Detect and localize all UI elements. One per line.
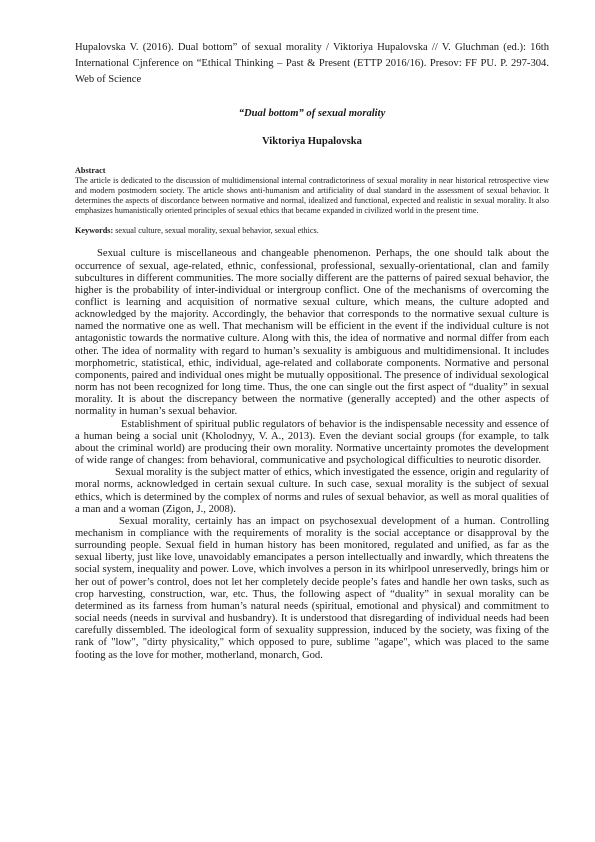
abstract-heading: Abstract — [75, 166, 106, 175]
keywords-text: sexual culture, sexual morality, sexual behavior, sexual ethics. — [113, 226, 319, 236]
paragraph: Sexual culture is miscellaneous and changeable phenomenon. Perhaps, the one should talk about the occurrence of sexual, age-related, ethnic, confessional, professional, sexually-orientational, clan and family subcultures in different communities. The more socially different are the patterns of paired sexual behavior, the higher is the probability of inter-individual or intergroup conflict. One of the mechanisms of overcoming the conflict is learning and acquisition of normative sexual culture, which means, the culture adopted and acknowledged by the majority. Accordingly, the behavior that corresponds to the normative sexual culture is named the normative one as well. That mechanism will be efficient in the event if the individual culture is not antagonistic towards the normative culture. Along with this, the idea of normative and normal differ from each other. The idea of normality with regard to human’s sexuality is ambiguous and multidimensional. It includes morphometric, statistical, ethic, individual, age-related and collaborate components. Normative and personal components, paired and individual ones might be mutually oppositional. The presence of individual sexological norm has not been recognized for long time. Thus, the one can single out the first aspect of “duality” in sexual morality. It is about the discrepancy between the normative (generally accepted) and the other aspects of normality in human’s sexual behavior. — [75, 248, 549, 418]
keywords-label: Keywords: — [75, 226, 114, 236]
keywords — [75, 226, 549, 236]
paragraph: Sexual morality, certainly has an impact on psychosexual development of a human. Controlling mechanism in compliance with the requirements of morality is the social acceptance or disapproval by the surrounding people. Sexual field in human history has been monitored, regulated and unified, as far as the sexual liberty, just like love, unavoidably emancipates a person intellectually and inwardly, which threatens the social system, inequality and power. Love, which involves a person in its whirlpool unreservedly, brings him or her out of power’s control, does not let her completely decide people’s fates and handle her own tasks, such as crop harvesting, construction, war, etc. Thus, the following aspect of “duality” in sexual morality can be determined as its farness from human’s natural needs (spiritual, emotional and physical) and commitment to social needs (needs in survival and husbandry). It is understood that disregarding of individual needs had been carefully dissembled. The ideological form of sexuality suppression, induced by the society, was fixing of the rank of "low", "dirty physicality," which opposed to pure, sublime "agape", which was placed to the same footing as the love for mother, motherland, monarch, God. — [75, 515, 549, 661]
paper-page — [75, 40, 549, 662]
paragraph: Establishment of spiritual public regulators of behavior is the indispensable necessity and essence of a human being a social unit (Kholodnyy, V. A., 2013). Even the deviant social groups (for example, to talk about the criminal world) are producing their own morality. Normative uncertainty promotes the development of wide range of changes: from behavioral, communicative and psychological difficulties to neurotic disorder. — [75, 418, 549, 467]
author-name: Viktoriya Hupalovska — [262, 136, 362, 147]
citation: Hupalovska V. (2016). Dual bottom” of sexual morality / Viktoriya Hupalovska // V. Gluchman (ed.): 16th International Cjnference on “Ethical Thinking – Past & Present (ETTP 2016/16). Presov: FF PU. P. 297-304. Web of Science — [75, 42, 549, 85]
abstract-text: The article is dedicated to the discussion of multidimensional internal contradictoriness of sexual morality in near historical retrospective view and modern postmodern society. The article shows anti-humanism and artificiality of dual standard in the assessment of sexual behavior. It determines the aspects of discordance between normative and normal, idealized and functional, expected and realistic in sexual morality. It also emphasizes humanistically oriented principles of sexual ethics that became expanded in civilized world in the present time. — [75, 176, 549, 216]
body-text — [75, 248, 549, 661]
paper-title: “Dual bottom” of sexual morality — [238, 108, 386, 119]
paragraph: Sexual morality is the subject matter of ethics, which investigated the essence, origin and regularity of moral norms, acknowledged in certain sexual culture. In such case, sexual morality is the subject of sexual ethics, which is determined by the complex of norms and rules of sexual behavior, as well as moral qualities of a man and a woman (Zigon, J., 2008). — [75, 467, 549, 515]
